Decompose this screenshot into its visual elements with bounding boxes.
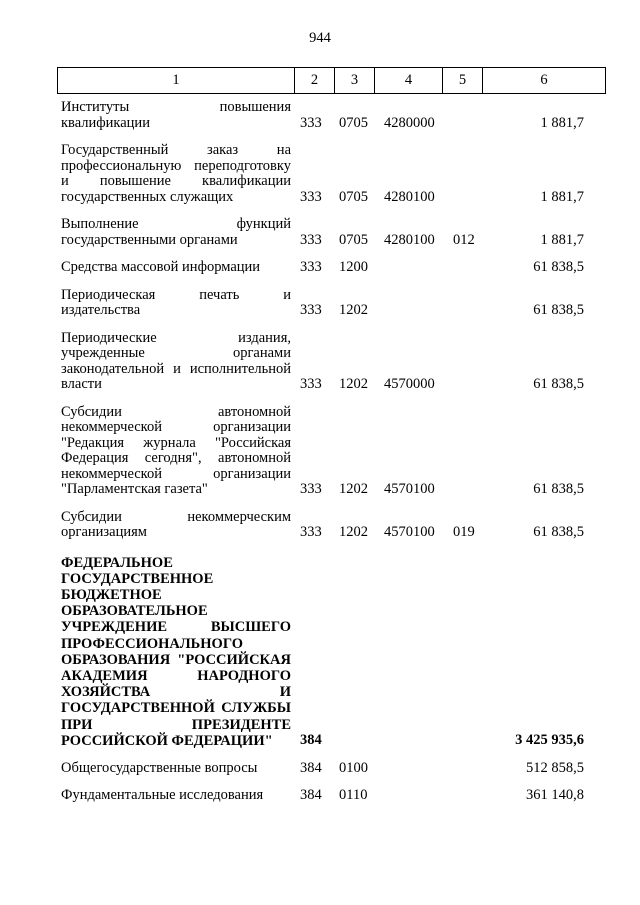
table-row: [57, 405, 605, 498]
row-code-4: 4280100: [384, 231, 435, 248]
row-code-4: 4280100: [384, 188, 435, 205]
row-name: Субсидии автономной некоммерческой организации "Редакция журнала "Российская Федерация сегодня", автономной некоммерческой организации "Парламентская газета": [61, 403, 291, 497]
table-row: [57, 510, 605, 541]
row-code-4: 4280000: [384, 114, 435, 131]
table-row-organization: [57, 555, 605, 749]
column-header-1: 1: [58, 68, 295, 94]
table-row: [57, 288, 605, 319]
row-code-5: 019: [453, 524, 475, 540]
row-code-4: 4570100: [384, 524, 435, 540]
table-row: [57, 761, 605, 777]
row-code-2: 333: [300, 114, 322, 131]
column-header-4: 4: [375, 68, 443, 94]
row-code-3: 0705: [339, 114, 368, 131]
row-code-2: 384: [300, 787, 322, 804]
row-code-3: 0705: [339, 231, 368, 248]
table-row: [57, 217, 605, 248]
row-code-2: 333: [300, 259, 322, 275]
row-name: Общегосударственные вопросы: [61, 759, 258, 776]
row-amount: 61 838,5: [533, 259, 584, 275]
table-row: [57, 260, 605, 276]
column-header-2: 2: [295, 68, 335, 94]
row-code-3: 0100: [339, 759, 368, 776]
row-code-3: 1202: [339, 524, 368, 540]
row-code-2: 333: [300, 231, 322, 248]
row-code-2: 333: [300, 188, 322, 205]
row-amount: 1 881,7: [540, 188, 584, 205]
row-code-2: 333: [300, 481, 322, 497]
row-amount: 61 838,5: [533, 302, 584, 318]
row-name: Средства массовой информации: [61, 259, 261, 275]
budget-rows: [57, 100, 605, 804]
row-amount: 61 838,5: [533, 524, 584, 540]
row-code-2: 384: [300, 759, 322, 776]
row-amount: 512 858,5: [526, 759, 584, 776]
row-code-3: 1202: [339, 302, 368, 318]
row-name: Периодические издания, учрежденные органами законодательной и исполнительной власти: [61, 329, 291, 392]
row-code-4: 4570000: [384, 376, 435, 392]
row-code-3: 0705: [339, 188, 368, 205]
row-code-3: 1202: [339, 481, 368, 497]
row-name: Выполнение функций государственными органами: [61, 216, 291, 248]
column-header-5: 5: [443, 68, 483, 94]
column-header-row: [58, 68, 606, 94]
row-name: Субсидии некоммерческим организациям: [61, 508, 291, 540]
table-row: [57, 100, 605, 131]
row-amount: 1 881,7: [540, 231, 584, 248]
page-number: 944: [309, 30, 331, 46]
row-amount: 361 140,8: [526, 787, 584, 804]
row-code-4: 4570100: [384, 481, 435, 497]
row-name: ФЕДЕРАЛЬНОЕ ГОСУДАРСТВЕННОЕ БЮДЖЕТНОЕ ОБРАЗОВАТЕЛЬНОЕ УЧРЕЖДЕНИЕ ВЫСШЕГО ПРОФЕССИОНАЛЬНОГО ОБРАЗОВАНИЯ "РОССИЙСКАЯ АКАДЕМИЯ НАРОДНОГО ХОЗЯЙСТВА И ГОСУДАРСТВЕННОЙ СЛУЖБЫ ПРИ ПРЕЗИДЕНТЕ РОССИЙСКОЙ ФЕДЕРАЦИИ": [61, 554, 291, 749]
row-name: Периодическая печать и издательства: [61, 286, 291, 318]
row-code-3: 0110: [339, 787, 368, 804]
row-name: Государственный заказ на профессиональную переподготовку и повышение квалификации государственных служащих: [61, 142, 291, 205]
row-code-2: 333: [300, 524, 322, 540]
table-row: [57, 143, 605, 205]
table-row: [57, 788, 605, 804]
row-amount: 1 881,7: [540, 114, 584, 131]
row-code-2: 333: [300, 376, 322, 392]
row-name: Фундаментальные исследования: [61, 787, 264, 804]
row-code-2: 333: [300, 302, 322, 318]
row-amount: 61 838,5: [533, 481, 584, 497]
row-code-2: 384: [300, 732, 322, 749]
column-header-table: [57, 67, 606, 94]
row-code-3: 1200: [339, 259, 368, 275]
column-header-3: 3: [335, 68, 375, 94]
column-header-6: 6: [483, 68, 606, 94]
row-amount: 3 425 935,6: [515, 732, 584, 749]
row-name: Институты повышения квалификации: [61, 99, 291, 131]
row-code-5: 012: [453, 231, 475, 248]
row-code-3: 1202: [339, 376, 368, 392]
row-amount: 61 838,5: [533, 376, 584, 392]
table-row: [57, 331, 605, 393]
